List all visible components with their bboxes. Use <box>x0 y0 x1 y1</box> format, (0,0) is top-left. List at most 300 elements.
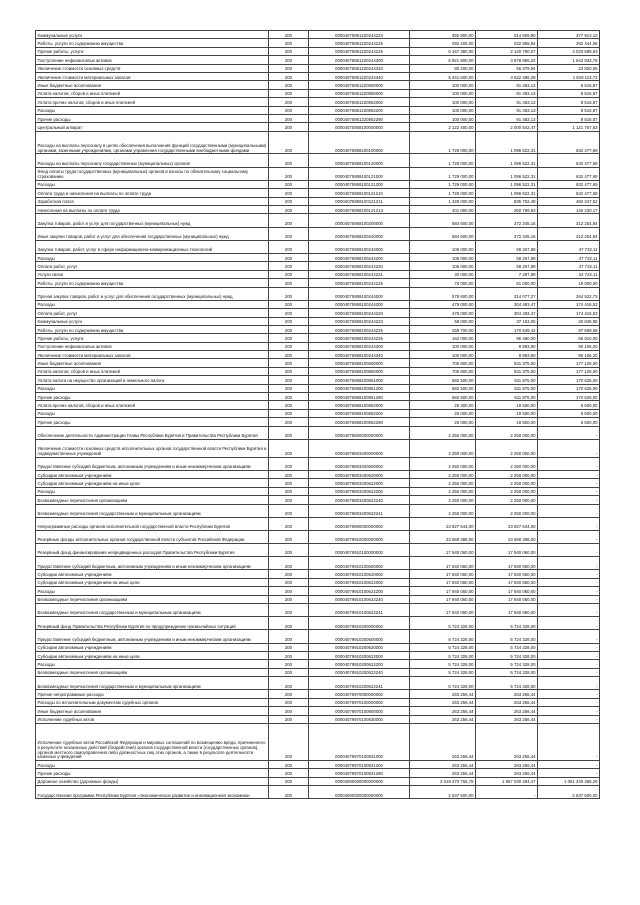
row-classification-code: 00004079970000000000 <box>309 690 410 698</box>
row-line-code: 200 <box>269 197 309 205</box>
row-line-code: 200 <box>269 106 309 114</box>
row-approved-amount: 100 000,00 <box>410 114 476 122</box>
table-row <box>36 325 600 333</box>
row-line-code: 200 <box>269 401 309 409</box>
row-classification-code: 00004078803400620000 <box>309 470 410 478</box>
row-unexecuted-amount: - <box>538 557 600 570</box>
row-approved-amount: 17 940 060,00 <box>410 578 476 586</box>
row-executed-amount: 263 256,44 <box>476 698 538 706</box>
row-line-code: 200 <box>269 595 309 603</box>
row-name: Безвозмездные перечисления государственным и муниципальным организациям <box>36 504 269 517</box>
row-name: Уплата налогов, сборов и иных платежей <box>36 367 269 375</box>
row-executed-amount: 5 724 328,00 <box>476 660 538 668</box>
row-unexecuted-amount: 292 444,06 <box>538 39 600 47</box>
row-name: Прочие расходы <box>36 418 269 426</box>
row-unexecuted-amount: 632 477,69 <box>538 131 600 154</box>
row-approved-amount: 684 600,00 <box>410 214 476 227</box>
row-classification-code: 00004075959100244220 <box>309 309 410 317</box>
row-executed-amount: 260 769,83 <box>476 206 538 214</box>
row-line-code: 200 <box>269 660 309 668</box>
row-classification-code: 00004075959100120000 <box>309 154 410 167</box>
row-unexecuted-amount: 47 732,11 <box>538 262 600 270</box>
row-approved-amount: 2 250 000,00 <box>410 457 476 470</box>
row-executed-amount: 58 267,89 <box>476 240 538 253</box>
row-name: Субсидии автономным учреждениям <box>36 470 269 478</box>
row-classification-code: 00004075959100850000 <box>309 367 410 375</box>
row-name: Безвозмездные перечисления организациям <box>36 668 269 676</box>
row-name: Субсидии автономным учреждениям <box>36 643 269 651</box>
row-name: Расходы <box>36 106 269 114</box>
row-executed-amount: 19 500,00 <box>476 401 538 409</box>
table-row <box>36 189 600 197</box>
row-classification-code: 00004075959100000000 <box>309 123 410 131</box>
row-name: Безвозмездные перечисления организациям <box>36 496 269 504</box>
row-classification-code: 00004075959100121210 <box>309 189 410 197</box>
row-unexecuted-amount: - <box>538 698 600 706</box>
row-name: Центральный аппарат <box>36 123 269 131</box>
row-name: Расходы <box>36 660 269 668</box>
row-approved-amount: 2 250 000,00 <box>410 470 476 478</box>
row-unexecuted-amount: - <box>538 570 600 578</box>
table-row <box>36 530 600 543</box>
row-unexecuted-amount: - <box>538 470 600 478</box>
row-unexecuted-amount: 19 000,00 <box>538 279 600 287</box>
row-approved-amount: 2 250 000,00 <box>410 504 476 517</box>
row-executed-amount: 51 000,00 <box>476 279 538 287</box>
row-name: Резервные фонды исполнительных органов государственной власти субъектов Российской Федерации <box>36 530 269 543</box>
row-name: Коммунальные услуги <box>36 31 269 39</box>
row-classification-code: 00004075959100121213 <box>309 206 410 214</box>
row-line-code: 200 <box>269 300 309 308</box>
row-approved-amount: 2 537 500,00 <box>410 786 476 799</box>
row-classification-code: 00004079910200600000 <box>309 630 410 643</box>
row-executed-amount: 5 724 328,00 <box>476 668 538 676</box>
row-executed-amount: 2 250 000,00 <box>476 470 538 478</box>
row-unexecuted-amount: - <box>538 643 600 651</box>
row-unexecuted-amount: 65 910,00 <box>538 334 600 342</box>
row-approved-amount: 100 000,00 <box>410 106 476 114</box>
row-name: Расходы <box>36 487 269 495</box>
row-name: Увеличение стоимости материальных запасов <box>36 72 269 80</box>
row-executed-amount: 2 250 000,00 <box>476 457 538 470</box>
row-classification-code: 00004075951220244223 <box>309 31 410 39</box>
table-row <box>36 668 600 676</box>
row-line-code: 200 <box>269 270 309 278</box>
table-row <box>36 723 600 760</box>
table-row <box>36 262 600 270</box>
row-line-code: 200 <box>269 131 309 154</box>
row-line-code: 200 <box>269 367 309 375</box>
row-line-code: 200 <box>269 89 309 97</box>
row-executed-amount: 304 483,47 <box>476 300 538 308</box>
row-unexecuted-amount: 24 722,11 <box>538 270 600 278</box>
row-line-code: 200 <box>269 470 309 478</box>
row-classification-code: 00004075959100244200 <box>309 300 410 308</box>
row-classification-code: 00004075951220244340 <box>309 72 410 80</box>
row-unexecuted-amount: 632 477,69 <box>538 167 600 180</box>
row-line-code: 200 <box>269 180 309 188</box>
row-approved-amount: 1 729 000,00 <box>410 189 476 197</box>
table-row <box>36 240 600 253</box>
row-unexecuted-amount: 1 819 113,72 <box>538 72 600 80</box>
row-name: Резервный фонд финансирования непредвиденных расходов Правительства Республики Бурятия <box>36 544 269 557</box>
table-row <box>36 604 600 617</box>
row-approved-amount: 80 200,00 <box>410 64 476 72</box>
row-classification-code: 00004075951220852000 <box>309 98 410 106</box>
row-executed-amount: 9 893,80 <box>476 351 538 359</box>
row-unexecuted-amount: - <box>538 723 600 760</box>
row-unexecuted-amount: - <box>538 496 600 504</box>
row-classification-code: 00004075959100242000 <box>309 240 410 253</box>
row-classification-code: 00004075959100852290 <box>309 418 410 426</box>
row-executed-amount: 531 375,00 <box>476 367 538 375</box>
table-row <box>36 698 600 706</box>
row-approved-amount: 23 827 644,00 <box>410 517 476 530</box>
row-line-code: 200 <box>269 677 309 690</box>
row-line-code: 200 <box>269 544 309 557</box>
row-executed-amount: 91 483,13 <box>476 106 538 114</box>
row-unexecuted-amount: 1 061 240 466,29 <box>538 777 600 785</box>
table-row <box>36 630 600 643</box>
row-classification-code: 00004075959100100000 <box>309 131 410 154</box>
table-row <box>36 47 600 55</box>
table-row <box>36 214 600 227</box>
row-executed-amount: 1 096 522,31 <box>476 154 538 167</box>
row-executed-amount: 263 256,44 <box>476 769 538 777</box>
row-classification-code: 00004075951220852290 <box>309 114 410 122</box>
row-name: Предоставление субсидий бюджетным, автономным учреждениям и иным некоммерческим организациям <box>36 457 269 470</box>
row-unexecuted-amount: 377 913,10 <box>538 31 600 39</box>
row-name: Резервный фонд Правительства Республики Бурятия по предупреждению чрезвычайных ситуаций <box>36 617 269 630</box>
row-approved-amount: 100 000,00 <box>410 351 476 359</box>
row-classification-code: 00004075951220244310 <box>309 64 410 72</box>
row-executed-amount: 91 483,13 <box>476 98 538 106</box>
row-executed-amount: 17 940 060,00 <box>476 595 538 603</box>
table-row <box>36 81 600 89</box>
table-row <box>36 457 600 470</box>
row-name: Увеличение стоимости материальных запасов <box>36 351 269 359</box>
row-name: Расходы <box>36 180 269 188</box>
row-line-code: 200 <box>269 114 309 122</box>
row-unexecuted-amount: 2 537 500,00 <box>538 786 600 799</box>
table-row <box>36 761 600 769</box>
row-line-code: 200 <box>269 487 309 495</box>
row-approved-amount: 100 000,00 <box>410 98 476 106</box>
row-approved-amount: 106 000,00 <box>410 253 476 261</box>
row-name: Расходы <box>36 300 269 308</box>
row-approved-amount: 479 000,00 <box>410 309 476 317</box>
row-approved-amount: 58 000,00 <box>410 317 476 325</box>
table-row <box>36 154 600 167</box>
table-row <box>36 39 600 47</box>
row-unexecuted-amount: - <box>538 530 600 543</box>
row-classification-code: 00004079910200622200 <box>309 660 410 668</box>
row-line-code: 200 <box>269 351 309 359</box>
row-unexecuted-amount: 90 106,20 <box>538 351 600 359</box>
row-unexecuted-amount: 492 247,52 <box>538 197 600 205</box>
row-approved-amount: 263 256,44 <box>410 723 476 760</box>
row-name: Прочие непрограммные расходы <box>36 690 269 698</box>
row-approved-amount: 17 940 060,00 <box>410 570 476 578</box>
row-approved-amount: 708 800,00 <box>410 367 476 375</box>
row-executed-amount: 56 379,94 <box>476 64 538 72</box>
table-row <box>36 342 600 350</box>
row-line-code: 200 <box>269 617 309 630</box>
row-line-code: 200 <box>269 72 309 80</box>
row-name: Дорожное хозяйство (дорожные фонды) <box>36 777 269 785</box>
row-executed-amount: 58 267,89 <box>476 262 538 270</box>
row-unexecuted-amount: - <box>538 487 600 495</box>
row-name: Оплата работ, услуг <box>36 262 269 270</box>
row-unexecuted-amount: 8 516,87 <box>538 106 600 114</box>
row-name: Расходы <box>36 253 269 261</box>
row-classification-code: 00004075959100244225 <box>309 325 410 333</box>
row-approved-amount: 2 250 000,00 <box>410 487 476 495</box>
row-line-code: 200 <box>269 31 309 39</box>
row-classification-code: 00004075951220800000 <box>309 81 410 89</box>
row-classification-code: 00004075959100852000 <box>309 401 410 409</box>
row-approved-amount: 682 500,00 <box>410 384 476 392</box>
table-row <box>36 496 600 504</box>
row-approved-amount: 5 724 328,00 <box>410 617 476 630</box>
row-name: Расходы <box>36 409 269 417</box>
row-line-code: 200 <box>269 56 309 64</box>
row-unexecuted-amount: 8 516,87 <box>538 89 600 97</box>
row-name: Иные бюджетные ассигнования <box>36 81 269 89</box>
row-unexecuted-amount: 8 516,87 <box>538 98 600 106</box>
row-name: Обеспечение деятельности Администрации Главы Республики Бурятия и Правительства Республики Бурятия <box>36 426 269 439</box>
row-line-code: 200 <box>269 384 309 392</box>
row-name: Поступление нефинансовых активов <box>36 56 269 64</box>
table-row <box>36 617 600 630</box>
row-unexecuted-amount: 87 659,58 <box>538 325 600 333</box>
row-line-code: 200 <box>269 777 309 785</box>
row-unexecuted-amount: 170 625,00 <box>538 393 600 401</box>
row-unexecuted-amount: - <box>538 544 600 557</box>
row-name: Государственная программа Республики Бурятия «Экономическое развитие и инновационная экономика» <box>36 786 269 799</box>
row-executed-amount: 170 649,42 <box>476 325 538 333</box>
row-classification-code: 00004078803400622240 <box>309 496 410 504</box>
row-unexecuted-amount: - <box>538 707 600 715</box>
table-row <box>36 309 600 317</box>
table-row <box>36 587 600 595</box>
row-name: Субсидии автономным учреждениям <box>36 570 269 578</box>
table-row <box>36 317 600 325</box>
row-name: Прочие работы, услуги <box>36 47 269 55</box>
row-line-code: 200 <box>269 530 309 543</box>
row-line-code: 200 <box>269 723 309 760</box>
row-approved-amount: 259 700,00 <box>410 325 476 333</box>
table-row <box>36 393 600 401</box>
table-row <box>36 180 600 188</box>
row-approved-amount: 2 250 000,00 <box>410 439 476 457</box>
row-name: Иные бюджетные ассигнования <box>36 707 269 715</box>
row-unexecuted-amount: - <box>538 660 600 668</box>
row-approved-amount: 2 122 400,00 <box>410 123 476 131</box>
row-classification-code: 00004079910200000000 <box>309 617 410 630</box>
row-name: Начисления на выплаты по оплате труда <box>36 206 269 214</box>
row-classification-code: 00004079910100622200 <box>309 587 410 595</box>
row-unexecuted-amount: 312 254,84 <box>538 214 600 227</box>
row-executed-amount: 304 483,47 <box>476 309 538 317</box>
row-approved-amount: 2 250 000,00 <box>410 426 476 439</box>
row-approved-amount: 17 940 060,00 <box>410 557 476 570</box>
table-row <box>36 197 600 205</box>
table-row <box>36 253 600 261</box>
row-unexecuted-amount: 20 846,95 <box>538 317 600 325</box>
row-unexecuted-amount: 174 416,53 <box>538 300 600 308</box>
row-executed-amount: 96 480,00 <box>476 334 538 342</box>
row-line-code: 200 <box>269 317 309 325</box>
row-approved-amount: 1 729 000,00 <box>410 180 476 188</box>
table-row <box>36 167 600 180</box>
row-line-code: 200 <box>269 39 309 47</box>
row-name: Работы, услуги по содержанию имущества <box>36 279 269 287</box>
row-executed-amount: 511 875,00 <box>476 376 538 384</box>
row-approved-amount: 684 600,00 <box>410 227 476 240</box>
row-classification-code: 00004079910200622241 <box>309 677 410 690</box>
row-approved-amount: 30 000,00 <box>410 270 476 278</box>
row-unexecuted-amount: 1 121 757,53 <box>538 123 600 131</box>
table-row <box>36 131 600 154</box>
table-row <box>36 570 600 578</box>
row-unexecuted-amount: 8 516,87 <box>538 114 600 122</box>
row-name: Поступление нефинансовых активов <box>36 342 269 350</box>
row-approved-amount: 263 256,44 <box>410 690 476 698</box>
row-unexecuted-amount: 47 732,11 <box>538 253 600 261</box>
row-approved-amount: 479 000,00 <box>410 300 476 308</box>
table-row <box>36 487 600 495</box>
row-name: Предоставление субсидий бюджетным, автономным учреждениям и иным некоммерческим организациям <box>36 630 269 643</box>
row-unexecuted-amount: 632 477,69 <box>538 180 600 188</box>
row-executed-amount: 23 827 644,00 <box>476 517 538 530</box>
row-unexecuted-amount: 6 500,00 <box>538 401 600 409</box>
row-name: Заработная плата <box>36 197 269 205</box>
row-unexecuted-amount: 174 416,53 <box>538 309 600 317</box>
row-line-code: 200 <box>269 707 309 715</box>
row-unexecuted-amount: - <box>538 587 600 595</box>
row-approved-amount: 392 800,00 <box>410 31 476 39</box>
row-executed-amount: 2 250 000,00 <box>476 426 538 439</box>
row-approved-amount: 5 724 328,00 <box>410 668 476 676</box>
row-executed-amount: 263 256,44 <box>476 715 538 723</box>
row-unexecuted-amount: 90 106,20 <box>538 342 600 350</box>
row-unexecuted-amount: - <box>538 617 600 630</box>
row-executed-amount: 314 077,27 <box>476 287 538 300</box>
table-row <box>36 367 600 375</box>
row-unexecuted-amount: - <box>538 479 600 487</box>
row-classification-code: 00004078803400622000 <box>309 479 410 487</box>
row-classification-code: 00004075959100121000 <box>309 167 410 180</box>
row-approved-amount: 23 669 388,00 <box>410 530 476 543</box>
table-row <box>36 270 600 278</box>
table-row <box>36 401 600 409</box>
row-unexecuted-amount: 6 500,00 <box>538 418 600 426</box>
row-executed-amount: 263 256,44 <box>476 761 538 769</box>
row-approved-amount: 6 167 380,00 <box>410 47 476 55</box>
table-row <box>36 715 600 723</box>
row-approved-amount: 1 729 000,00 <box>410 167 476 180</box>
row-name: Работы, услуги по содержанию имущества <box>36 325 269 333</box>
row-approved-amount: 17 940 060,00 <box>410 595 476 603</box>
row-line-code: 200 <box>269 668 309 676</box>
table-row <box>36 359 600 367</box>
row-approved-amount: 5 724 328,00 <box>410 630 476 643</box>
row-unexecuted-amount: - <box>538 715 600 723</box>
row-name: Уплата прочих налогов, сборов и иных платежей <box>36 98 269 106</box>
row-approved-amount: 17 940 060,00 <box>410 544 476 557</box>
row-classification-code: 00004075959100240000 <box>309 227 410 240</box>
row-classification-code: 00004078800000000000 <box>309 426 410 439</box>
row-executed-amount: 1 096 522,31 <box>476 180 538 188</box>
row-approved-amount: 092 405,00 <box>410 39 476 47</box>
table-row <box>36 114 600 122</box>
row-approved-amount: 5 921 800,00 <box>410 56 476 64</box>
row-classification-code: 00004075959100244340 <box>309 351 410 359</box>
row-executed-amount: 17 940 060,00 <box>476 604 538 617</box>
row-classification-code: 00004075959100244000 <box>309 287 410 300</box>
row-line-code: 200 <box>269 64 309 72</box>
row-executed-amount: 511 875,00 <box>476 393 538 401</box>
table-row <box>36 707 600 715</box>
row-line-code: 200 <box>269 359 309 367</box>
row-name: Расходы на выплаты персоналу в целях обеспечения выполнения функций государственными (муниципальными) органами, казенными учреждениями, органами управления государственными внебюджетными фондами <box>36 131 269 154</box>
row-unexecuted-amount: - <box>538 595 600 603</box>
table-row <box>36 64 600 72</box>
row-name: Уплата налога на имущество организаций и земельного налога <box>36 376 269 384</box>
table-row <box>36 56 600 64</box>
row-unexecuted-amount: 140 230,17 <box>538 206 600 214</box>
row-classification-code: 00004090000000000000 <box>309 777 410 785</box>
row-name: Оплата труда и начисления на выплаты по оплате труда <box>36 189 269 197</box>
row-unexecuted-amount: 170 625,00 <box>538 384 600 392</box>
row-executed-amount: 7 287,89 <box>476 270 538 278</box>
row-executed-amount: 37 153,05 <box>476 317 538 325</box>
row-line-code: 200 <box>269 557 309 570</box>
row-executed-amount: 531 375,00 <box>476 359 538 367</box>
row-classification-code: 00004075959100800000 <box>309 359 410 367</box>
row-approved-amount: 26 000,00 <box>410 418 476 426</box>
row-unexecuted-amount: - <box>538 457 600 470</box>
row-approved-amount: 17 940 060,00 <box>410 587 476 595</box>
row-executed-amount: 5 724 328,00 <box>476 617 538 630</box>
row-name: Прочая закупка товаров, работ и услуг для обеспечения государственных (муниципальных) нужд <box>36 287 269 300</box>
row-line-code: 200 <box>269 227 309 240</box>
table-row <box>36 89 600 97</box>
row-name: Субсидии автономным учреждениям на иные цели <box>36 651 269 659</box>
row-classification-code: 00004075959100244226 <box>309 334 410 342</box>
row-name: Расходы <box>36 761 269 769</box>
table-row <box>36 334 600 342</box>
row-unexecuted-amount: 632 477,69 <box>538 189 600 197</box>
row-unexecuted-amount: 4 020 589,93 <box>538 47 600 55</box>
report-sheet <box>35 30 599 799</box>
row-classification-code: 00004075959100242220 <box>309 262 410 270</box>
row-approved-amount: 1 729 000,00 <box>410 131 476 154</box>
row-unexecuted-amount: 177 125,00 <box>538 367 600 375</box>
row-line-code: 200 <box>269 309 309 317</box>
row-executed-amount: 2 250 000,00 <box>476 439 538 457</box>
row-approved-amount: 263 256,44 <box>410 698 476 706</box>
table-row <box>36 777 600 785</box>
row-classification-code: 00004079910100622241 <box>309 604 410 617</box>
row-executed-amount: 2 250 000,00 <box>476 496 538 504</box>
row-name: Предоставление субсидий бюджетным, автономным учреждениям и иным некоммерческим организациям <box>36 557 269 570</box>
row-classification-code: 00004075951220244300 <box>309 56 410 64</box>
row-line-code: 200 <box>269 517 309 530</box>
table-row <box>36 227 600 240</box>
table-row <box>36 517 600 530</box>
